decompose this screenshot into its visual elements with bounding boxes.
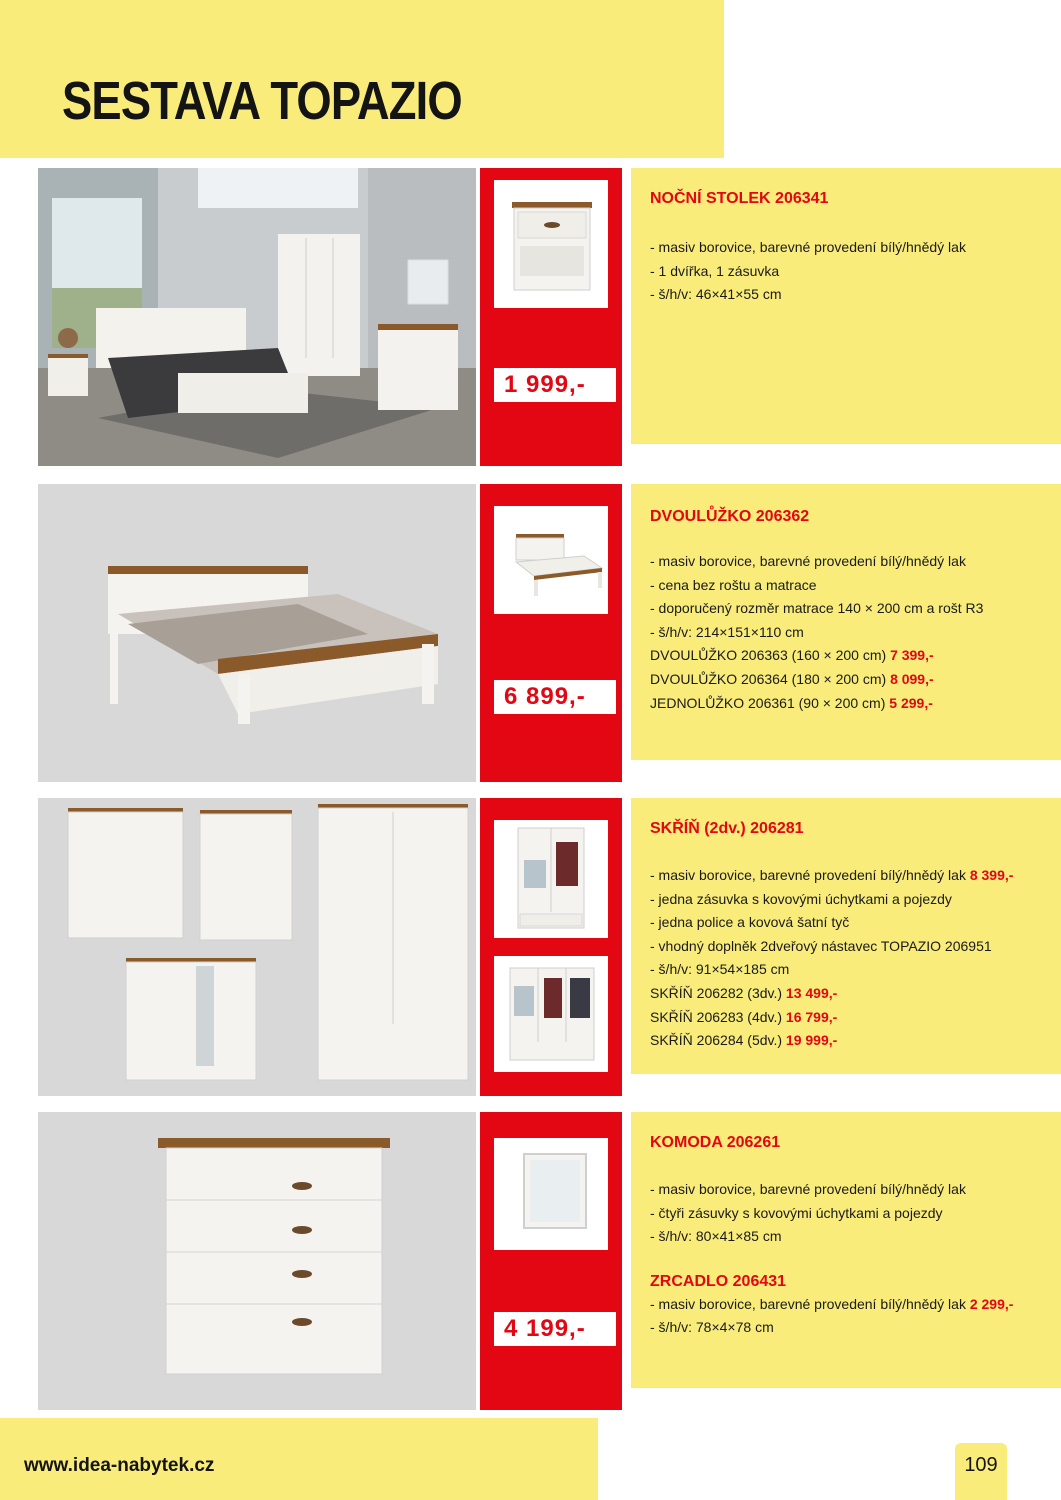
product-title-mirror: ZRCADLO 206431 — [650, 1272, 787, 1290]
detail-line: - š/h/v: 80×41×85 cm — [650, 1228, 782, 1245]
price-column-nightstand — [480, 168, 622, 466]
details-list-bed — [650, 550, 1061, 715]
details-list-mirror — [650, 1293, 1061, 1340]
detail-line: - 1 dvířka, 1 zásuvka — [650, 262, 780, 279]
detail-line: - cena bez roštu a matrace — [650, 576, 817, 593]
info-panel-wardrobe — [631, 798, 1061, 1074]
product-title-wardrobe: SKŘÍŇ (2dv.) 206281 — [650, 820, 804, 837]
variant-line: JEDNOLŮŽKO 206361 (90 × 200 cm) 5 299,- — [650, 694, 933, 711]
page-number: 109 — [955, 1443, 1007, 1500]
variant-line: SKŘÍŇ 206283 (4dv.) 16 799,- — [650, 1008, 838, 1025]
bed-thumbnail — [494, 506, 608, 614]
details-list-wardrobe — [650, 864, 1061, 1053]
website-link[interactable]: www.idea-nabytek.cz — [24, 1455, 215, 1476]
price-tag-nightstand: 1 999,- — [492, 366, 618, 404]
wardrobes-photo — [38, 798, 476, 1096]
detail-line: - š/h/v: 91×54×185 cm — [650, 961, 790, 978]
detail-line: - vhodný doplněk 2dveřový nástavec TOPAZIO 206951 — [650, 937, 992, 954]
price-tag-bed: 6 899,- — [492, 678, 618, 716]
detail-line: - jedna zásuvka s kovovými úchytkami a pojezdy — [650, 890, 952, 907]
product-title-dresser: KOMODA 206261 — [650, 1134, 781, 1151]
product-title-bed: DVOULŮŽKO 206362 — [650, 508, 810, 525]
nightstand-thumbnail — [494, 180, 608, 308]
price-column-bed — [480, 484, 622, 782]
detail-line: - š/h/v: 78×4×78 cm — [650, 1319, 774, 1336]
price-column-dresser — [480, 1112, 622, 1410]
product-title-nightstand: NOČNÍ STOLEK 206341 — [650, 190, 829, 207]
variant-line: SKŘÍŇ 206284 (5dv.) 19 999,- — [650, 1032, 838, 1049]
dresser-photo — [38, 1112, 476, 1410]
detail-line: - š/h/v: 46×41×55 cm — [650, 286, 782, 303]
page-title: SESTAVA TOPAZIO — [62, 71, 462, 131]
info-panel-nightstand — [631, 168, 1061, 444]
bed-photo — [38, 484, 476, 782]
detail-line: - š/h/v: 214×151×110 cm — [650, 623, 804, 640]
price-column-wardrobe — [480, 798, 622, 1096]
info-panel-dresser — [631, 1112, 1061, 1388]
variant-line: DVOULŮŽKO 206363 (160 × 200 cm) 7 399,- — [650, 647, 934, 664]
price-tag-dresser: 4 199,- — [492, 1310, 618, 1348]
detail-line: - doporučený rozměr matrace 140 × 200 cm a rošt R3 — [650, 600, 984, 617]
variant-line: SKŘÍŇ 206282 (3dv.) 13 499,- — [650, 984, 838, 1001]
detail-line: - masiv borovice, barevné provedení bílý/hnědý lak — [650, 553, 966, 569]
detail-line: - masiv borovice, barevné provedení bílý/hnědý lak — [650, 1181, 966, 1197]
detail-line: - masiv borovice, barevné provedení bílý/hnědý lak — [650, 239, 966, 255]
header-band — [0, 0, 724, 158]
mirror-thumbnail — [494, 1138, 608, 1250]
detail-line: - masiv borovice, barevné provedení bílý/hnědý lak 8 399,- — [650, 867, 1014, 883]
info-panel-bed — [631, 484, 1061, 760]
details-list-dresser — [650, 1178, 1061, 1249]
wardrobe-3door-thumbnail — [494, 956, 608, 1072]
wardrobe-open-thumbnail — [494, 820, 608, 938]
detail-line: - masiv borovice, barevné provedení bílý/hnědý lak 2 299,- — [650, 1295, 1014, 1312]
detail-line: - jedna police a kovová šatní tyč — [650, 914, 850, 931]
details-list-nightstand — [650, 236, 1061, 307]
variant-line: DVOULŮŽKO 206364 (180 × 200 cm) 8 099,- — [650, 670, 934, 687]
detail-line: - čtyři zásuvky s kovovými úchytkami a pojezdy — [650, 1204, 943, 1221]
bedroom-photo — [38, 168, 476, 466]
